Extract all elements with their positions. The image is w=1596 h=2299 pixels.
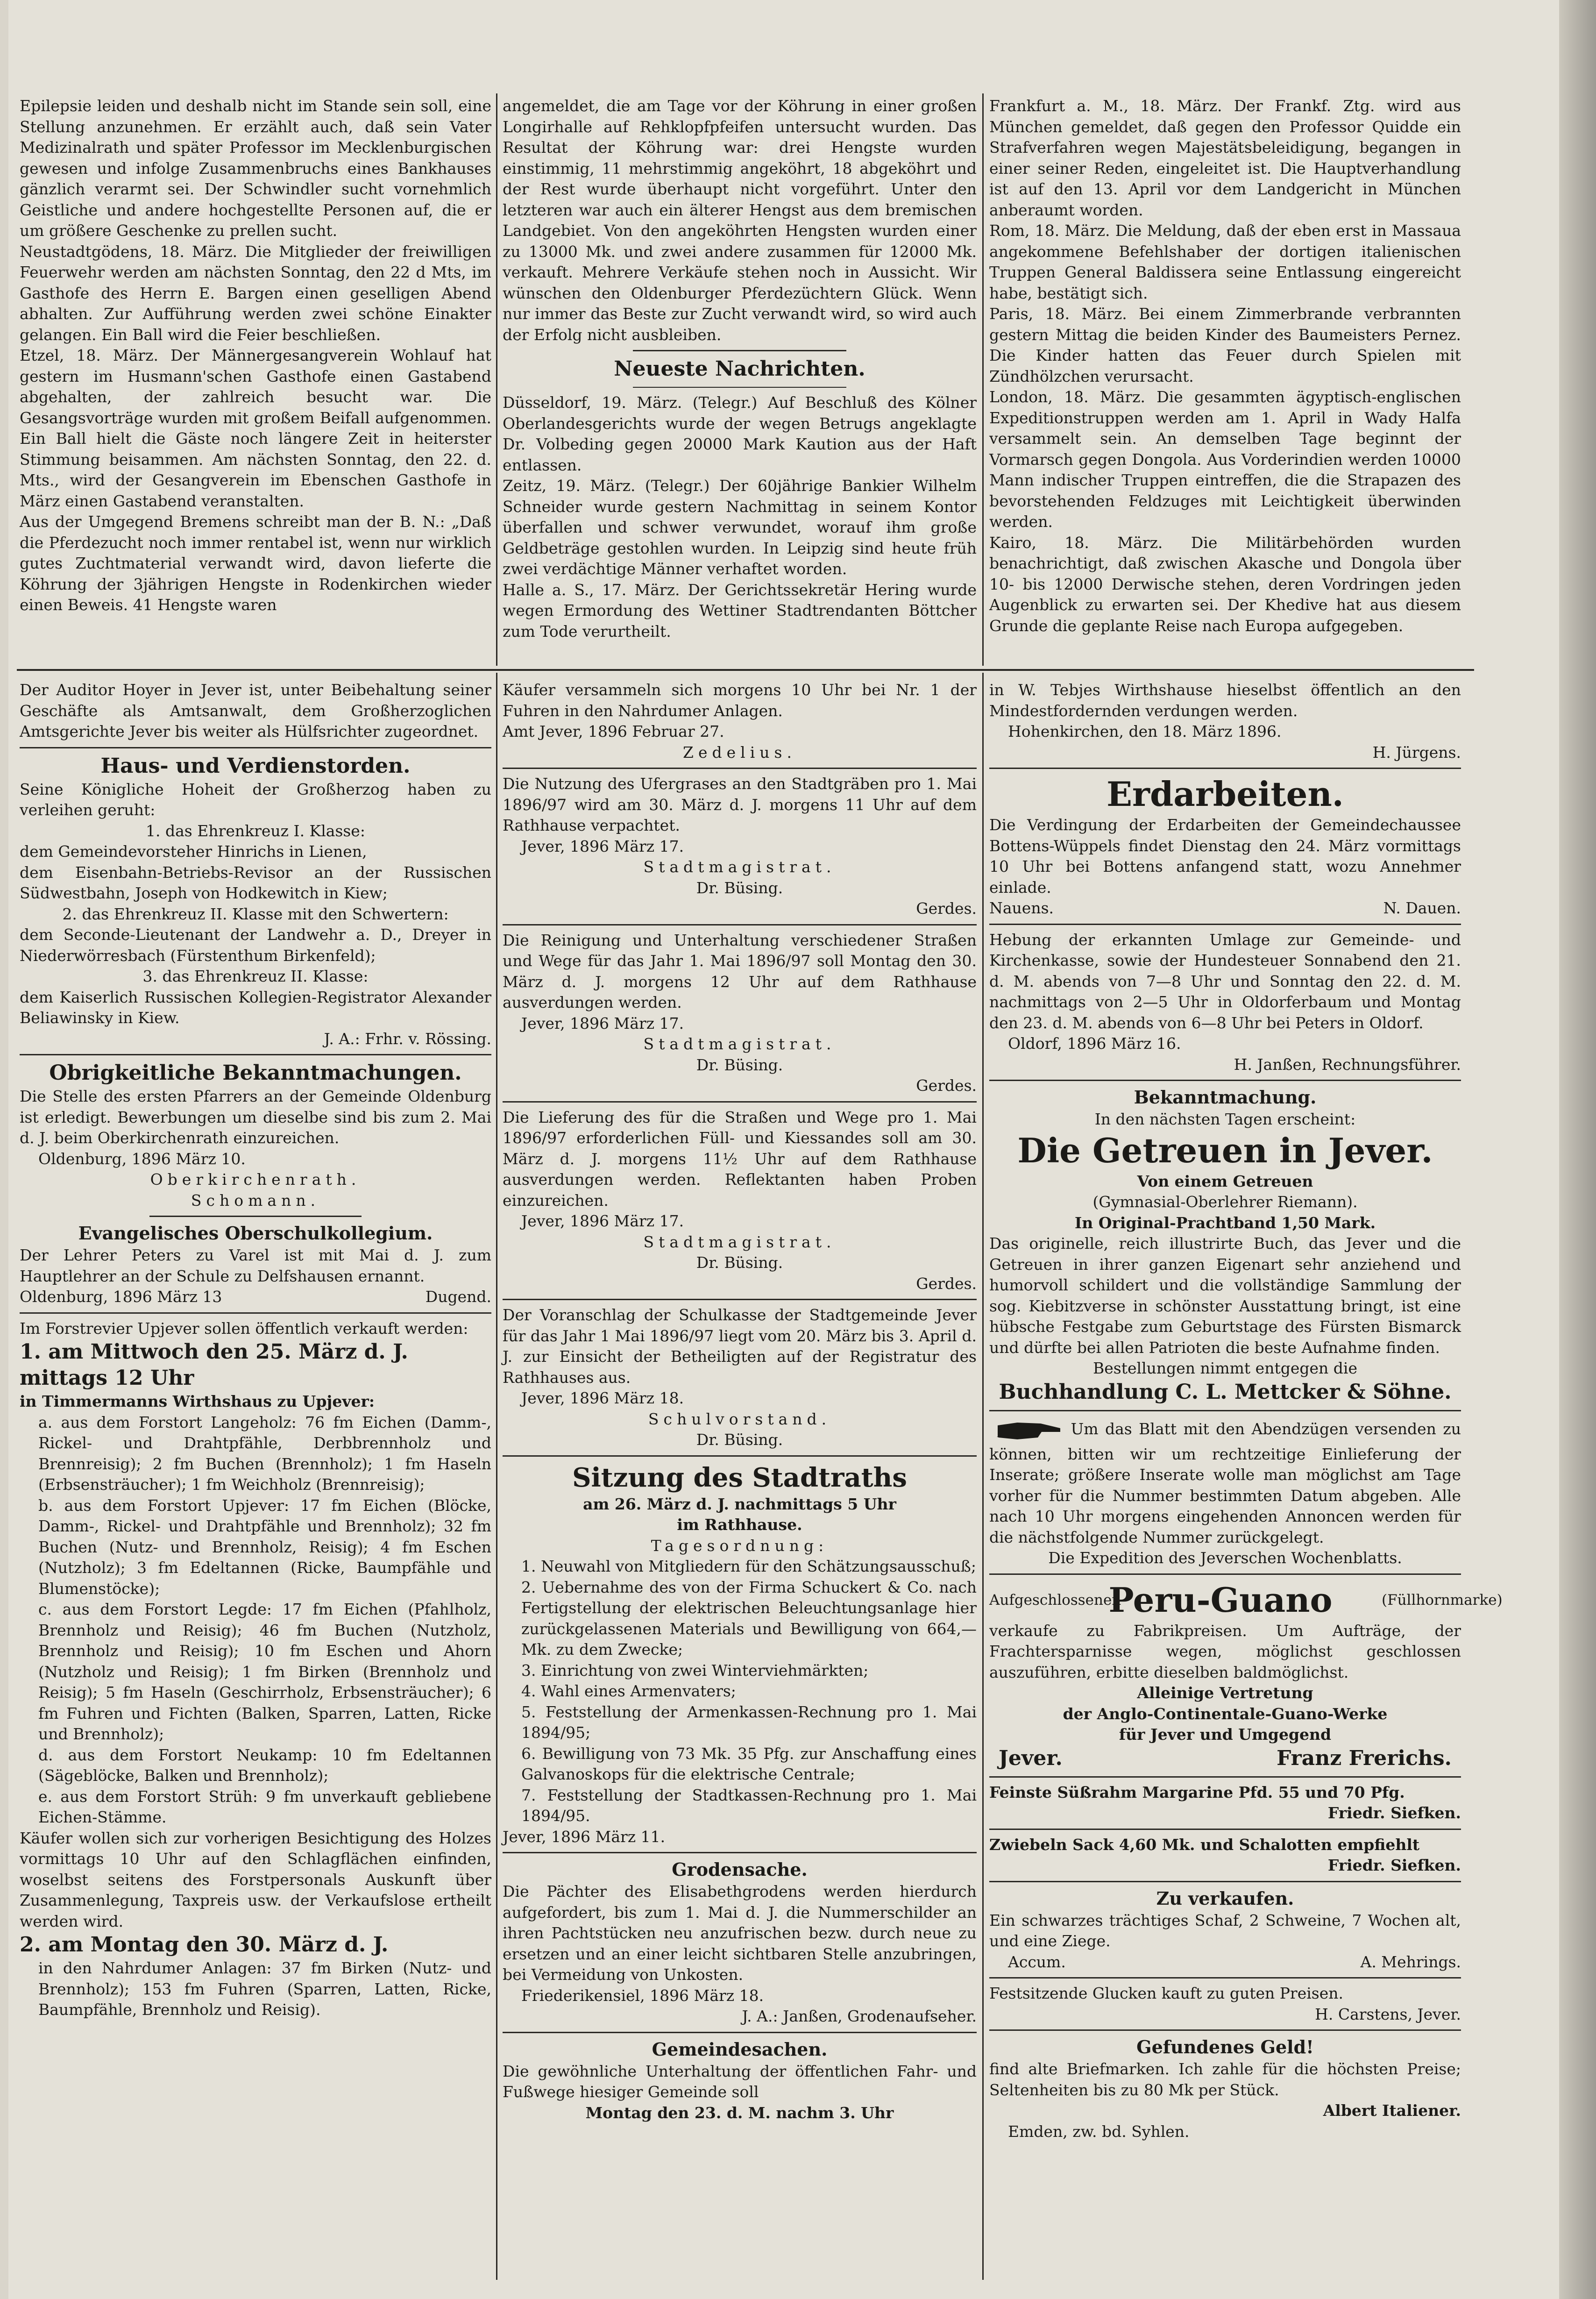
getreuen-order: Bestellungen nimmt entgegen die — [1093, 1359, 1357, 1377]
orden-line: 1. das Ehrenkreuz I. Klasse: — [146, 821, 365, 840]
notice-gemeinde: Die gewöhnliche Unterhaltung der öffentlichen Fahr- und Fußwege hiesiger Gemeinde soll — [503, 2062, 977, 2101]
guano-werke: der Anglo-Continentale-Guano-Werke — [1063, 1704, 1388, 1723]
guano-text: verkaufe zu Fabrikpreisen. Um Aufträge, der Frachtersparnisse wegen, möglichst geschlossen auszuführen, erbitte dieselben baldmöglichst. — [989, 1621, 1461, 1681]
agenda-item: 1. Neuwahl von Mitgliedern für den Schätzungsausschuß; — [521, 1557, 976, 1575]
divider — [503, 768, 977, 769]
orden-signature: J. A.: Frhr. v. Rössing. — [324, 1029, 491, 1048]
ober-heading: Evangelisches Oberschulkollegium. — [78, 1223, 433, 1244]
news-halle: Halle a. S., 17. März. Der Gerichtssekretär Hering wurde wegen Ermordung des Wettiner Stadtrendanten Böttcher zum Tode verurtheilt. — [503, 580, 977, 641]
forst-intro: Im Forstrevier Upjever sollen öffentlich verkauft werden: — [20, 1319, 468, 1338]
orden-line: dem Seconde-Lieutenant der Landwehr a. D., Dreyer in Niederwörresbach (Fürstenthum Birkenfeld); — [20, 925, 491, 965]
divider — [989, 1829, 1461, 1830]
kaeufer-date: Amt Jever, 1896 Februar 27. — [503, 722, 724, 740]
page-edge — [1559, 0, 1596, 2299]
column-divider — [982, 93, 984, 666]
divider — [989, 2029, 1461, 2031]
forst-note: Käufer wollen sich zur vorherigen Besichtigung des Holzes vormittags 10 Uhr auf den Schlagflächen einfinden, woselbst seitens des Forstpersonals Auskunft über Zusammenlegung, Taxpreis usw. der Verkaufslose ertheilt werden wird. — [20, 1829, 491, 1930]
agenda-item: 5. Feststellung der Armenkassen-Rechnung pro 1. Mai 1894/95; — [521, 1702, 977, 1742]
gerdes-signature: Gerdes. — [916, 1076, 977, 1095]
magistrat-signature: Stadtmagistrat. — [643, 1232, 836, 1251]
news-heading: Neueste Nachrichten. — [614, 357, 865, 381]
geld-place: Emden, zw. bd. Syhlen. — [1008, 2122, 1190, 2141]
tebjes-date: Hohenkirchen, den 18. März 1896. — [1008, 722, 1282, 740]
geld-signature: Albert Italiener. — [1323, 2101, 1461, 2120]
agenda-item: 7. Feststellung der Stadtkassen-Rechnung pro 1. Mai 1894/95. — [521, 1786, 977, 1825]
column-divider — [982, 673, 984, 2280]
buesing-signature: Dr. Büsing. — [696, 1253, 783, 1272]
column-divider — [496, 673, 497, 2280]
news-london: London, 18. März. Die gesammten ägyptisch-englischen Expeditionstruppen werden am 1. April in Wady Halfa versammelt sein. An demselben Tage beginnt der Vormarsch gegen Dongola. Aus Vorderindien werden 10000 Mann indischer Truppen eintreffen, die die Strapazen des bevorstehenden Feldzuges mit Leichtigkeit überwinden werden. — [989, 388, 1461, 531]
agenda-item: 3. Einrichtung von zwei Winterviehmärkten; — [521, 1661, 869, 1680]
orden-line: dem Gemeindevorsteher Hinrichs in Lienen, — [20, 842, 367, 861]
hebung-signature: H. Janßen, Rechnungsführer. — [1234, 1055, 1461, 1074]
ad-date: Jever, 1896 März 18. — [521, 1389, 684, 1407]
divider — [20, 1054, 491, 1055]
gemeinde-heading: Gemeindesachen. — [652, 2038, 828, 2060]
forst-date-1: 1. am Mittwoch den 25. März d. J. mittags 12 Uhr — [20, 1340, 408, 1390]
bek-intro: In den nächsten Tagen erscheint: — [1094, 1110, 1356, 1128]
divider — [149, 1216, 362, 1217]
divider — [989, 1881, 1461, 1882]
buesing-signature: Dr. Büsing. — [696, 1431, 783, 1449]
orden-line: 3. das Ehrenkreuz II. Klasse: — [142, 967, 369, 985]
erdarbeiten-heading: Erdarbeiten. — [1107, 774, 1344, 814]
getreuen-sub: (Gymnasial-Oberlehrer Riemann). — [1092, 1193, 1358, 1211]
forst-place: in Timmermanns Wirthshaus zu Upjever: — [20, 1392, 375, 1410]
article-horse-breeding: angemeldet, die am Tage vor der Köhrung in einer großen Longirhalle auf Rehklopfpfeifen untersucht wurden. Das Resultat der Köhrung war: drei Hengste wurden einstimmig, 11 mehrstimmig angeköhrt, 18 abgeköhrt und der Rest wurde überhaupt nicht vorgeführt. Unter den letzteren war auch ein älterer Hengst aus dem bremischen Landgebiet. Von den angeköhrten Hengsten wurden einer zu 13000 Mk. und zwei andere zusammen für 12000 Mk. verkauft. Mehrere Verkäufe stehen noch in Aussicht. Wir wünschen den Oldenburger Pferdezüchtern Glück. Wenn nur immer das Beste zur Zucht verwandt wird, so wird auch der Erfolg nicht ausbleiben. — [503, 97, 977, 344]
article-etzel: Etzel, 18. März. Der Männergesangverein Wohlauf hat gestern im Husmann'schen Gasthofe einen Gastabend abgehalten, der zahlreich besucht war. Die Gesangsvorträge wurden mit großem Beifall aufgenommen. Ein Ball hielt die Gäste noch längere Zeit in heiterster Stimmung beisammen. Am nächsten Sonntag, den 22. d. Mts., wird der Gesangverein im Ebenschen Gasthofe in März einen Gastabend veranstalten. — [20, 346, 491, 510]
agenda-item: 2. Uebernahme des von der Firma Schuckert & Co. nach Fertigstellung der elektrischen Beleuchtungsanlage hier zurückgelassenen Materials und Bewilligung von 664,— Mk. zu dem Zwecke; — [521, 1578, 977, 1658]
tagesordnung-label: Tagesordnung: — [651, 1536, 829, 1555]
lower-column-2 — [503, 680, 977, 2123]
glucken-signature: H. Carstens, Jever. — [1315, 2005, 1461, 2023]
buesing-signature: Dr. Büsing. — [696, 1055, 783, 1074]
getreuen-heading: Die Getreuen in Jever. — [1017, 1130, 1433, 1170]
ober-signature: Dugend. — [425, 1288, 491, 1306]
ober-date: Oldenburg, 1896 März 13 — [20, 1288, 222, 1306]
verkaufen-heading: Zu verkaufen. — [1156, 1887, 1294, 1909]
forst-item: a. aus dem Forstort Langeholz: 76 fm Eichen (Damm-, Rickel- und Drahtpfähle, Derbbrennholz und Brennreisig); 2 fm Buchen (Brennholz); 1 fm Haseln (Erbsensträucher); 1 fm Weichholz (Brennreisig); — [38, 1413, 491, 1494]
column-divider — [496, 93, 497, 666]
news-zeitz: Zeitz, 19. März. (Telegr.) Der 60jährige Bankier Wilhelm Schneider wurde gestern Nachmittag in seinem Kontor überfallen und schwer verwundet, worauf ihm große Geldbeträge gestohlen wurden. In Leipzig sind heute früh zwei verdächtige Männer verhaftet worden. — [503, 477, 977, 578]
buesing-signature: Dr. Büsing. — [696, 878, 783, 897]
ad-date: Jever, 1896 März 17. — [521, 1212, 684, 1230]
notice-groden: Die Pächter des Elisabethgrodens werden hierdurch aufgefordert, bis zum 1. Mai d. J. die Nummerschilder an ihren Pachtstücken neu anzufrischen bezw. durch neue zu ersetzen und an einer leicht sichtbaren Stelle anzubringen, bei Vermeidung von Unkosten. — [503, 1882, 977, 1984]
notice-blatt — [989, 1416, 1461, 1548]
divider — [989, 1080, 1461, 1081]
forst-item: d. aus dem Forstort Neukamp: 10 fm Edeltannen (Sägeblöcke, Balken und Brennholz); — [38, 1745, 491, 1785]
guano-left: Aufgeschlossenen — [989, 1591, 1121, 1609]
divider — [989, 768, 1461, 769]
pointing-hand-icon — [989, 1416, 1064, 1444]
forst-item: e. aus dem Forstort Strüh: 9 fm unverkauft gebliebene Eichen-Stämme. — [38, 1787, 491, 1826]
guano-vertretung: Alleinige Vertretung — [1137, 1684, 1313, 1702]
divider — [20, 747, 491, 748]
bekanntmachung-heading: Bekanntmachung. — [1134, 1087, 1317, 1108]
zwiebeln-signature: Friedr. Siefken. — [1327, 1856, 1461, 1874]
divider — [633, 387, 846, 388]
geld-heading: Gefundenes Geld! — [1136, 2036, 1314, 2057]
ober-date-line — [20, 1287, 491, 1308]
news-rom: Rom, 18. März. Die Meldung, daß der eben erst in Massaua angekommene Befehlshaber der dortigen italienischen Truppen General Baldissera seine Entlassung eingereicht habe, bestätigt sich. — [989, 221, 1461, 302]
forst-item: b. aus dem Forstort Upjever: 17 fm Eichen (Blöcke, Damm-, Rickel- und Drahtpfähle und Brennholz); 32 fm Buchen (Nutz- und Brennholz, Reisig); 4 fm Eschen (Nutzholz); 3 fm Edeltannen (Ricke, Baumpfähle und Blumenstöcke); — [38, 1496, 491, 1598]
top-column-3 — [989, 96, 1461, 636]
sitzung-sub: im Rathhause. — [677, 1516, 802, 1534]
margarine-signature: Friedr. Siefken. — [1327, 1804, 1461, 1822]
divider — [989, 1977, 1461, 1979]
divider — [20, 1312, 491, 1314]
erd-place: Nauens. — [989, 899, 1054, 917]
news-frankfurt: Frankfurt a. M., 18. März. Der Frankf. Ztg. wird aus München gemeldet, daß gegen den Professor Quidde ein Strafverfahren wegen Majestätsbeleidigung, begangen in einer seiner Reden, eingeleitet ist. Die Hauptverhandlung ist auf den 13. April vor dem Landgericht in München anberaumt worden. — [989, 97, 1461, 219]
buchhandlung-name: Buchhandlung C. L. Mettcker & Söhne. — [999, 1380, 1452, 1404]
notice-auditor: Der Auditor Hoyer in Jever ist, unter Beibehaltung seiner Geschäfte als Amtsanwalt, dem Großherzoglichen Amtsgerichte Jever bis weiter als Hülfsrichter zugeordnet. — [20, 681, 491, 740]
blatt-signature: Die Expedition des Jeverschen Wochenblatts. — [1048, 1549, 1402, 1567]
notice-erdarbeiten: Die Verdingung der Erdarbeiten der Gemeindechaussee Bottens-Wüppels findet Dienstag den 24. März vormittags 10 Uhr bei Bottens anfangend statt, wozu Annehmer einlade. — [989, 816, 1461, 897]
news-paris: Paris, 18. März. Bei einem Zimmerbrande verbrannten gestern Mittag die beiden Kinder des Baumeisters Pernez. Die Kinder hatten das Feuer durch Spielen mit Zündhölzchen verursacht. — [989, 305, 1461, 385]
sitzung-heading: Sitzung des Stadtraths — [572, 1462, 907, 1493]
tebjes-signature: H. Jürgens. — [1372, 743, 1461, 762]
forst-2-text: in den Nahrdumer Anlagen: 37 fm Birken (Nutz- und Brennholz); 153 fm Fuhren (Sparren, Latten, Ricke, Baumpfähle, Brennholz und Reisig). — [38, 1959, 491, 2019]
getreuen-text: Das originelle, reich illustrirte Buch, das Jever und die Getreuen in ihrer ganzen Eigenart sehr anziehend und humorvoll schildert und die vollständige Sammlung der sog. Kiebitzverse in schönster Ausstattung bringt, ist eine hübsche Festgabe zum Geburtstage des Fürsten Bismarck und dürfte bei allen Patrioten die beste Aufnahme finden. — [989, 1234, 1461, 1357]
magistrat-signature: Stadtmagistrat. — [643, 1035, 836, 1053]
orden-line: dem Kaiserlich Russischen Kollegien-Registrator Alexander Beliawinsky in Kiew. — [20, 988, 491, 1027]
gerdes-signature: Gerdes. — [916, 899, 977, 918]
top-column-2 — [503, 96, 977, 642]
ad-date: Jever, 1896 März 17. — [521, 1014, 684, 1032]
guano-heading: Peru-Guano — [1108, 1580, 1333, 1620]
getreuen-sub: Von einem Getreuen — [1137, 1172, 1313, 1190]
getreuen-price: In Original-Prachtband 1,50 Mark. — [1074, 1213, 1376, 1232]
guano-header — [989, 1580, 1503, 1621]
divider — [503, 1101, 977, 1103]
agenda-item: 4. Wahl eines Armenvaters; — [521, 1682, 736, 1700]
divider — [503, 1455, 977, 1457]
news-duesseldorf: Düsseldorf, 19. März. (Telegr.) Auf Beschluß des Kölner Oberlandesgerichts wurde der wegen Betrugs angeklagte Dr. Volbeding gegen 20000 Mark Kaution aus der Haft entlassen. — [503, 393, 977, 474]
notice-ufergras: Die Nutzung des Ufergrases an den Stadtgräben pro 1. Mai 1896/97 wird am 30. März d. J. morgens 11 Uhr auf dem Rathhause verpachtet. — [503, 775, 977, 834]
notice-lieferung: Die Lieferung des für die Straßen und Wege pro 1. Mai 1896/97 erforderlichen Füll- und Kiessandes soll am 30. März d. J. morgens 11½ Uhr auf dem Rathhause ausverdungen werden. Reflektanten haben Proben einzureichen. — [503, 1108, 977, 1210]
kaeufer-signature: Zedelius. — [683, 743, 796, 762]
divider — [503, 924, 977, 925]
frerichs-name: Franz Frerichs. — [1277, 1746, 1452, 1770]
notice-pfarrer: Die Stelle des ersten Pfarrers an der Gemeinde Oldenburg ist erledigt. Bewerbungen um dieselbe sind bis zum 2. Mai d. J. beim Oberkirchenrath einzureichen. — [20, 1087, 491, 1147]
divider — [989, 1410, 1461, 1411]
jever-label: Jever. — [999, 1746, 1063, 1770]
lower-column-1 — [20, 680, 491, 2021]
erd-signature: N. Dauen. — [1383, 899, 1461, 917]
notice-hebung: Hebung der erkannten Umlage zur Gemeinde- und Kirchenkasse, sowie der Hundesteuer Sonnabend den 21. d. M. abends von 7—8 Uhr und Sonntag den 22. d. M. nachmittags von 2—5 Uhr in Oldorferbaum und Montag den 23. d. M. abends von 6—8 Uhr bei Peters in Oldorf. — [989, 930, 1461, 1032]
notice-ober: Der Lehrer Peters zu Varel ist mit Mai d. J. zum Hauptlehrer an der Schule zu Delfshausen ernannt. — [20, 1246, 491, 1285]
orden-line: dem Eisenbahn-Betriebs-Revisor an der Russischen Südwestbahn, Joseph von Hodkewitch in Kiew; — [20, 863, 491, 902]
verkaufen-signature: A. Mehrings. — [1360, 1952, 1461, 1971]
notice-schulkasse: Der Voranschlag der Schulkasse der Stadtgemeinde Jever für das Jahr 1 Mai 1896/97 liegt vom 20. März bis 3. April d. J. zur Einsicht der Betheiligten auf der Registratur des Rathhauses aus. — [503, 1306, 977, 1387]
forst-date-2: 2. am Montag den 30. März d. J. — [20, 1933, 389, 1957]
groden-signature: J. A.: Janßen, Grodenaufseher. — [742, 2007, 977, 2025]
notice-tebjes: in W. Tebjes Wirthshause hieselbst öffentlich an den Mindestfordernden verdungen werden. — [989, 681, 1461, 720]
divider — [503, 1852, 977, 1853]
ad-geld: find alte Briefmarken. Ich zahle für die höchsten Preise; Seltenheiten bis zu 80 Mk per Stück. — [989, 2060, 1461, 2099]
news-kairo: Kairo, 18. März. Die Militärbehörden wurden benachrichtigt, daß zwischen Akasche und Dongola über 10- bis 12000 Derwische stehen, deren Vordringen jeden Augenblick zu erwarten sei. Der Khedive hat aus diesem Grunde die geplante Reise nach Europa aufgegeben. — [989, 533, 1461, 635]
lower-column-3 — [989, 680, 1503, 2142]
divider — [503, 1299, 977, 1300]
guano-right: (Füllhornmarke) — [1381, 1591, 1503, 1609]
top-column-1 — [20, 96, 491, 616]
orden-line: 2. das Ehrenkreuz II. Klasse mit den Schwertern: — [62, 904, 449, 923]
gemeinde-date: Montag den 23. d. M. nachm 3. Uhr — [585, 2103, 894, 2122]
article-bremen: Aus der Umgegend Bremens schreibt man der B. N.: „Daß die Pferdezucht noch immer rentabel ist, wenn nur wirklich gutes Zuchtmaterial verwandt wird, davon lieferte die Köhrung der 3jährigen Hengste in Rodenkirchen wieder einen Beweis. 41 Hengste waren — [20, 512, 491, 614]
ad-margarine: Feinste Süßrahm Margarine Pfd. 55 und 70 Pfg. — [989, 1783, 1405, 1801]
forst-item: c. aus dem Forstort Legde: 17 fm Eichen (Pfahlholz, Brennholz und Reisig); 46 fm Buchen (Nutzholz, Brennholz und Reisig); 10 fm Eschen und Ahorn (Nutzholz und Reisig); 1 fm Birken (Brennholz und Reisig); 5 fm Haseln (Geschirrholz, Erbsensträucher); 6 fm Fuhren und Fichten (Balken, Sparren, Latten, Ricke und Brennholz); — [38, 1600, 491, 1743]
verkaufen-sign-line — [989, 1952, 1461, 1973]
guano-werke: für Jever und Umgegend — [1119, 1725, 1332, 1744]
pfarrer-signature: Schomann. — [191, 1191, 320, 1210]
blatt-text: Um das Blatt mit den Abendzügen versenden zu können, bitten wir um rechtzeitige Einlieferung der Inserate; größere Inserate wolle man möglichst am Tage vorher für die Nummer bestimmten Datum abgeben. Alle nach 10 Uhr morgens eingehenden Annoncen werden für die nächstfolgende Nummer zurückgelegt. — [989, 1419, 1461, 1546]
gerdes-signature: Gerdes. — [916, 1274, 977, 1293]
article-neustadtgoedens: Neustadtgödens, 18. März. Die Mitglieder der freiwilligen Feuerwehr werden am nächsten Sonntag, den 22 d Mts, im Gasthofe des Herrn E. Bargen einen geselligen Abend abhalten. Zur Aufführung werden zwei schöne Einakter gelangen. Ein Ball wird die Feier beschließen. — [20, 242, 491, 344]
orden-intro: Seine Königliche Hoheit der Großherzog haben zu verleihen geruht: — [20, 780, 491, 819]
pfarrer-signature: Oberkirchenrath. — [150, 1170, 361, 1189]
newspaper-page — [8, 0, 1559, 2299]
sitzung-sub: am 26. März d. J. nachmittags 5 Uhr — [583, 1495, 896, 1513]
divider — [633, 350, 846, 351]
groden-heading: Grodensache. — [672, 1859, 808, 1880]
agenda-item: 6. Bewilligung von 73 Mk. 35 Pfg. zur Anschaffung eines Galvanoskops für die elektrische Centrale; — [521, 1744, 977, 1783]
ad-date: Jever, 1896 März 17. — [521, 837, 684, 855]
obrig-heading: Obrigkeitliche Bekanntmachungen. — [49, 1061, 462, 1085]
pfarrer-date: Oldenburg, 1896 März 10. — [38, 1149, 246, 1168]
frerichs-line — [989, 1745, 1461, 1772]
ad-verkaufen: Ein schwarzes trächtiges Schaf, 2 Schweine, 7 Wochen alt, und eine Ziege. — [989, 1911, 1461, 1950]
notice-reinigung: Die Reinigung und Unterhaltung verschiedener Straßen und Wege für das Jahr 1. Mai 1896/97 soll Montag den 30. März d. J. morgens 12 Uhr auf dem Rathhause ausverdungen werden. — [503, 931, 977, 1011]
groden-date: Friederikensiel, 1896 März 18. — [521, 1986, 764, 2005]
orden-heading: Haus- und Verdienstorden. — [100, 754, 411, 778]
section-divider — [17, 669, 1474, 671]
erd-sign-line — [989, 898, 1461, 919]
divider — [989, 924, 1461, 925]
ad-zwiebeln: Zwiebeln Sack 4,60 Mk. und Schalotten empfiehlt — [989, 1835, 1420, 1854]
divider — [989, 1776, 1461, 1778]
hebung-date: Oldorf, 1896 März 16. — [1008, 1034, 1181, 1053]
schulvorstand-signature: Schulvorstand. — [648, 1409, 831, 1428]
magistrat-signature: Stadtmagistrat. — [643, 858, 836, 876]
divider — [989, 1573, 1461, 1575]
divider — [503, 2032, 977, 2033]
notice-kaeufer: Käufer versammeln sich morgens 10 Uhr bei Nr. 1 der Fuhren in den Nahrdumer Anlagen. — [503, 681, 977, 720]
verkaufen-place: Accum. — [1008, 1952, 1066, 1971]
ad-glucken: Festsitzende Glucken kauft zu guten Preisen. — [989, 1984, 1344, 2002]
article-swindler: Epilepsie leiden und deshalb nicht im Stande sein soll, eine Stellung anzunehmen. Er erzählt auch, daß sein Vater Medizinalrath und später Professor im Mecklenburgischen gewesen und infolge Zusammenbruchs eines Bankhauses gänzlich verarmt sei. Der Schwindler sucht vornehmlich Geistliche und andere hochgestellte Personen auf, die er um größere Geschenke zu prellen sucht. — [20, 97, 491, 240]
sitzung-date: Jever, 1896 März 11. — [503, 1827, 666, 1846]
